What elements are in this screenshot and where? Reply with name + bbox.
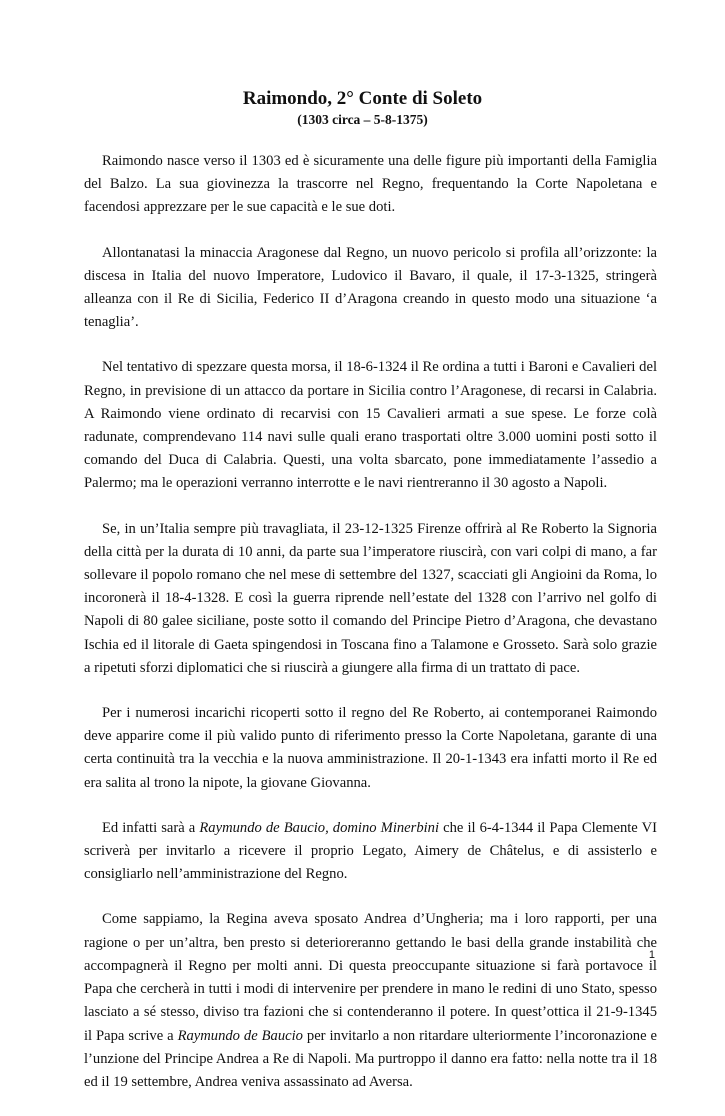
paragraph-6-part-3: che il 6-4-1344 il Papa Clemente VI scriverà per invitarlo a ricevere il proprio Legato, Aimery de Châtelus, e di assisterlo e consigliarlo nell’amministrazione del Regno. (84, 819, 658, 883)
paragraph-6-part-2-italic: Raymundo de Baucio, domino Minerbini (199, 819, 440, 836)
paragraph-7-part-2-italic: Raymundo de Baucio (177, 1027, 303, 1044)
paragraph-6-part-1: Ed infatti sarà a (102, 819, 200, 836)
paragraph-7-part-1: Come sappiamo, la Regina aveva sposato Andrea d’Ungheria; ma i loro rapporti, per una ragione o per un’altra, ben presto si deterioreranno gettando le basi della grande instabilità che accompagnerà il Regno per molti anni. Di questa preoccupante situazione si farà portavoce il Papa che cercherà in tutti i modi di intervenire per prendere in mano le redini di uno Stato, spesso lasciato a sé stesso, diviso tra fazioni che si contenderanno il potere. In quest’ottica il 21-9-1345 il Papa scrive a (84, 911, 657, 1044)
paragraph-2-text: Allontanatasi la minaccia Aragonese dal Regno, un nuovo pericolo si profila all’orizzonte: la discesa in Italia del nuovo Imperatore, Ludovico il Bavaro, il quale, il 17-3-1325, stringerà alleanza con il Re di Sicilia, Federico II d’Aragona creando in questo modo una situazione ‘a tenaglia’. (84, 244, 657, 331)
paragraph-7 (84, 908, 657, 1094)
paragraph-3 (84, 356, 657, 495)
paragraph-1 (84, 150, 657, 220)
paragraph-1-text: Raimondo nasce verso il 1303 ed è sicuramente una delle figure più importanti della Famiglia del Balzo. La sua giovinezza la trascorre nel Regno, frequentando la Corte Napoletana e facendosi apprezzare per le sue capacità e le sue doti. (84, 153, 657, 216)
page-number: 1 (648, 949, 655, 961)
paragraph-4 (84, 518, 657, 680)
paragraph-4-text: Se, in un’Italia sempre più travagliata, il 23-12-1325 Firenze offrirà al Re Roberto la Signoria della città per la durata di 10 anni, da parte sua l’imperatore riuscirà, con vari colpi di mano, a far sollevare il popolo romano che nel mese di settembre del 1327, scacciati gli Angioini da Roma, lo incoronerà il 18-4-1328. E così la guerra riprende nell’estate del 1328 con l’arrivo nel golfo di Napoli di 80 galee siciliane, poste sotto il comando del Principe Pietro d’Aragona, che devastano Ischia ed il litorale di Gaeta spingendosi in Toscana fino a Talamone e Grosseto. Sarà solo grazie a ripetuti sforzi diplomatici che si riuscirà a giungere alla firma di un trattato di pace. (84, 520, 657, 676)
paragraph-2 (84, 242, 657, 335)
paragraph-7-part-3: per invitarlo a non ritardare ulteriormente l’incoronazione e l’unzione del Principe Andrea a Re di Napoli. Ma purtroppo il danno era fatto: nella notte tra il 18 ed il 19 settembre, Andrea veniva assassinato ad Aversa. (84, 1027, 657, 1090)
page-subtitle: (1303 circa – 5-8-1375) (297, 112, 428, 127)
paragraph-3-text: Nel tentativo di spezzare questa morsa, il 18-6-1324 il Re ordina a tutti i Baroni e Cavalieri del Regno, in previsione di un attacco da portare in Sicilia contro l’Aragonese, di recarsi in Calabria. A Raimondo viene ordinato di recarvisi con 15 Cavalieri armati a sue spese. Le forze colà radunate, comprendevano 114 navi sulle quali erano trasportati oltre 3.000 uomini posti sotto il comando del Duca di Calabria. Questi, una volta sbarcato, pone immediatamente l’assedio a Palermo; ma le operazioni verranno interrotte e le navi rientreranno il 30 agosto a Napoli. (84, 359, 657, 492)
paragraph-5 (84, 702, 657, 795)
paragraph-6 (84, 817, 657, 887)
paragraph-5-text: Per i numerosi incarichi ricoperti sotto il regno del Re Roberto, ai contemporanei Raimondo deve apparire come il più valido punto di riferimento presso la Corte Napoletana, garante di una certa continuità tra la vecchia e la nuova amministrazione. Il 20-1-1343 era infatti morto il Re ed era salita al trono la nipote, la giovane Giovanna. (84, 705, 657, 791)
page-title: Raimondo, 2° Conte di Soleto (242, 88, 483, 109)
body-text (84, 150, 657, 1116)
